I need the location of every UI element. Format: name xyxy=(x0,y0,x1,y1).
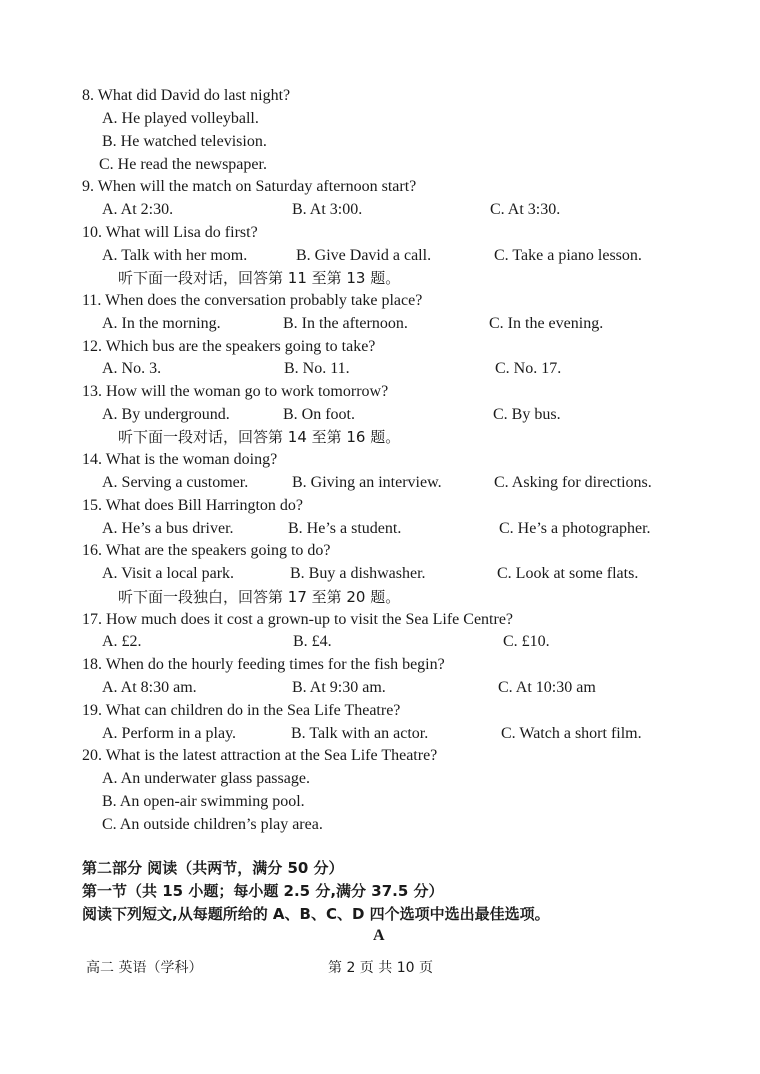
option-10a: A. Talk with her mom. xyxy=(102,247,248,264)
question-20: 20. What is the latest attraction at the Sea Life Theatre? xyxy=(82,747,438,764)
option-14b: B. Giving an interview. xyxy=(292,474,442,491)
option-16c: C. Look at some flats. xyxy=(497,565,639,582)
option-8b: B. He watched television. xyxy=(102,133,267,150)
option-15a: A. He’s a bus driver. xyxy=(102,520,234,537)
option-15c: C. He’s a photographer. xyxy=(499,520,651,537)
option-9c: C. At 3:30. xyxy=(490,201,561,218)
footer-subject: 高二 英语（学科） xyxy=(86,960,203,976)
option-17b: B. £4. xyxy=(293,633,332,650)
question-12: 12. Which bus are the speakers going to take? xyxy=(82,338,376,355)
question-11: 11. When does the conversation probably take place? xyxy=(82,292,423,309)
option-20a: A. An underwater glass passage. xyxy=(102,770,310,787)
option-12b: B. No. 11. xyxy=(284,360,350,377)
option-16a: A. Visit a local park. xyxy=(102,565,235,582)
option-13a: A. By underground. xyxy=(102,406,230,423)
option-16b: B. Buy a dishwasher. xyxy=(290,565,426,582)
option-14c: C. Asking for directions. xyxy=(494,474,652,491)
option-18a: A. At 8:30 am. xyxy=(102,679,197,696)
question-17: 17. How much does it cost a grown-up to visit the Sea Life Centre? xyxy=(82,611,514,628)
question-15: 15. What does Bill Harrington do? xyxy=(82,497,303,514)
option-12c: C. No. 17. xyxy=(495,360,562,377)
footer-page-number: 第 2 页 共 10 页 xyxy=(328,960,433,976)
option-18b: B. At 9:30 am. xyxy=(292,679,386,696)
option-13c: C. By bus. xyxy=(493,406,561,423)
passage-label: A xyxy=(373,927,385,944)
instruction-11-13: 听下面一段对话，回答第 11 至第 13 题。 xyxy=(118,269,401,287)
reading-directions: 阅读下列短文,从每题所给的 A、B、C、D 四个选项中选出最佳选项。 xyxy=(82,905,550,923)
question-18: 18. When do the hourly feeding times for the fish begin? xyxy=(82,656,445,673)
option-8c: C. He read the newspaper. xyxy=(99,156,267,173)
question-10: 10. What will Lisa do first? xyxy=(82,224,258,241)
option-17c: C. £10. xyxy=(503,633,550,650)
option-19b: B. Talk with an actor. xyxy=(291,725,429,742)
question-14: 14. What is the woman doing? xyxy=(82,451,278,468)
question-19: 19. What can children do in the Sea Life Theatre? xyxy=(82,702,401,719)
section-one-title: 第一节（共 15 小题；每小题 2.5 分,满分 37.5 分） xyxy=(82,882,444,900)
option-13b: B. On foot. xyxy=(283,406,355,423)
option-20c: C. An outside children’s play area. xyxy=(102,816,323,833)
question-13: 13. How will the woman go to work tomorrow? xyxy=(82,383,389,400)
question-9: 9. When will the match on Saturday afternoon start? xyxy=(82,178,417,195)
option-12a: A. No. 3. xyxy=(102,360,162,377)
option-19c: C. Watch a short film. xyxy=(501,725,642,742)
option-15b: B. He’s a student. xyxy=(288,520,402,537)
instruction-14-16: 听下面一段对话，回答第 14 至第 16 题。 xyxy=(118,428,401,446)
part-two-title: 第二部分 阅读（共两节，满分 50 分） xyxy=(82,859,344,877)
option-9b: B. At 3:00. xyxy=(292,201,363,218)
option-10b: B. Give David a call. xyxy=(296,247,432,264)
option-11c: C. In the evening. xyxy=(489,315,604,332)
option-10c: C. Take a piano lesson. xyxy=(494,247,642,264)
option-11a: A. In the morning. xyxy=(102,315,221,332)
question-16: 16. What are the speakers going to do? xyxy=(82,542,331,559)
instruction-17-20: 听下面一段独白，回答第 17 至第 20 题。 xyxy=(118,588,401,606)
option-19a: A. Perform in a play. xyxy=(102,725,237,742)
option-18c: C. At 10:30 am xyxy=(498,679,596,696)
option-8a: A. He played volleyball. xyxy=(102,110,259,127)
option-9a: A. At 2:30. xyxy=(102,201,174,218)
option-11b: B. In the afternoon. xyxy=(283,315,408,332)
option-20b: B. An open-air swimming pool. xyxy=(102,793,305,810)
option-14a: A. Serving a customer. xyxy=(102,474,249,491)
question-8: 8. What did David do last night? xyxy=(82,87,291,104)
option-17a: A. £2. xyxy=(102,633,142,650)
